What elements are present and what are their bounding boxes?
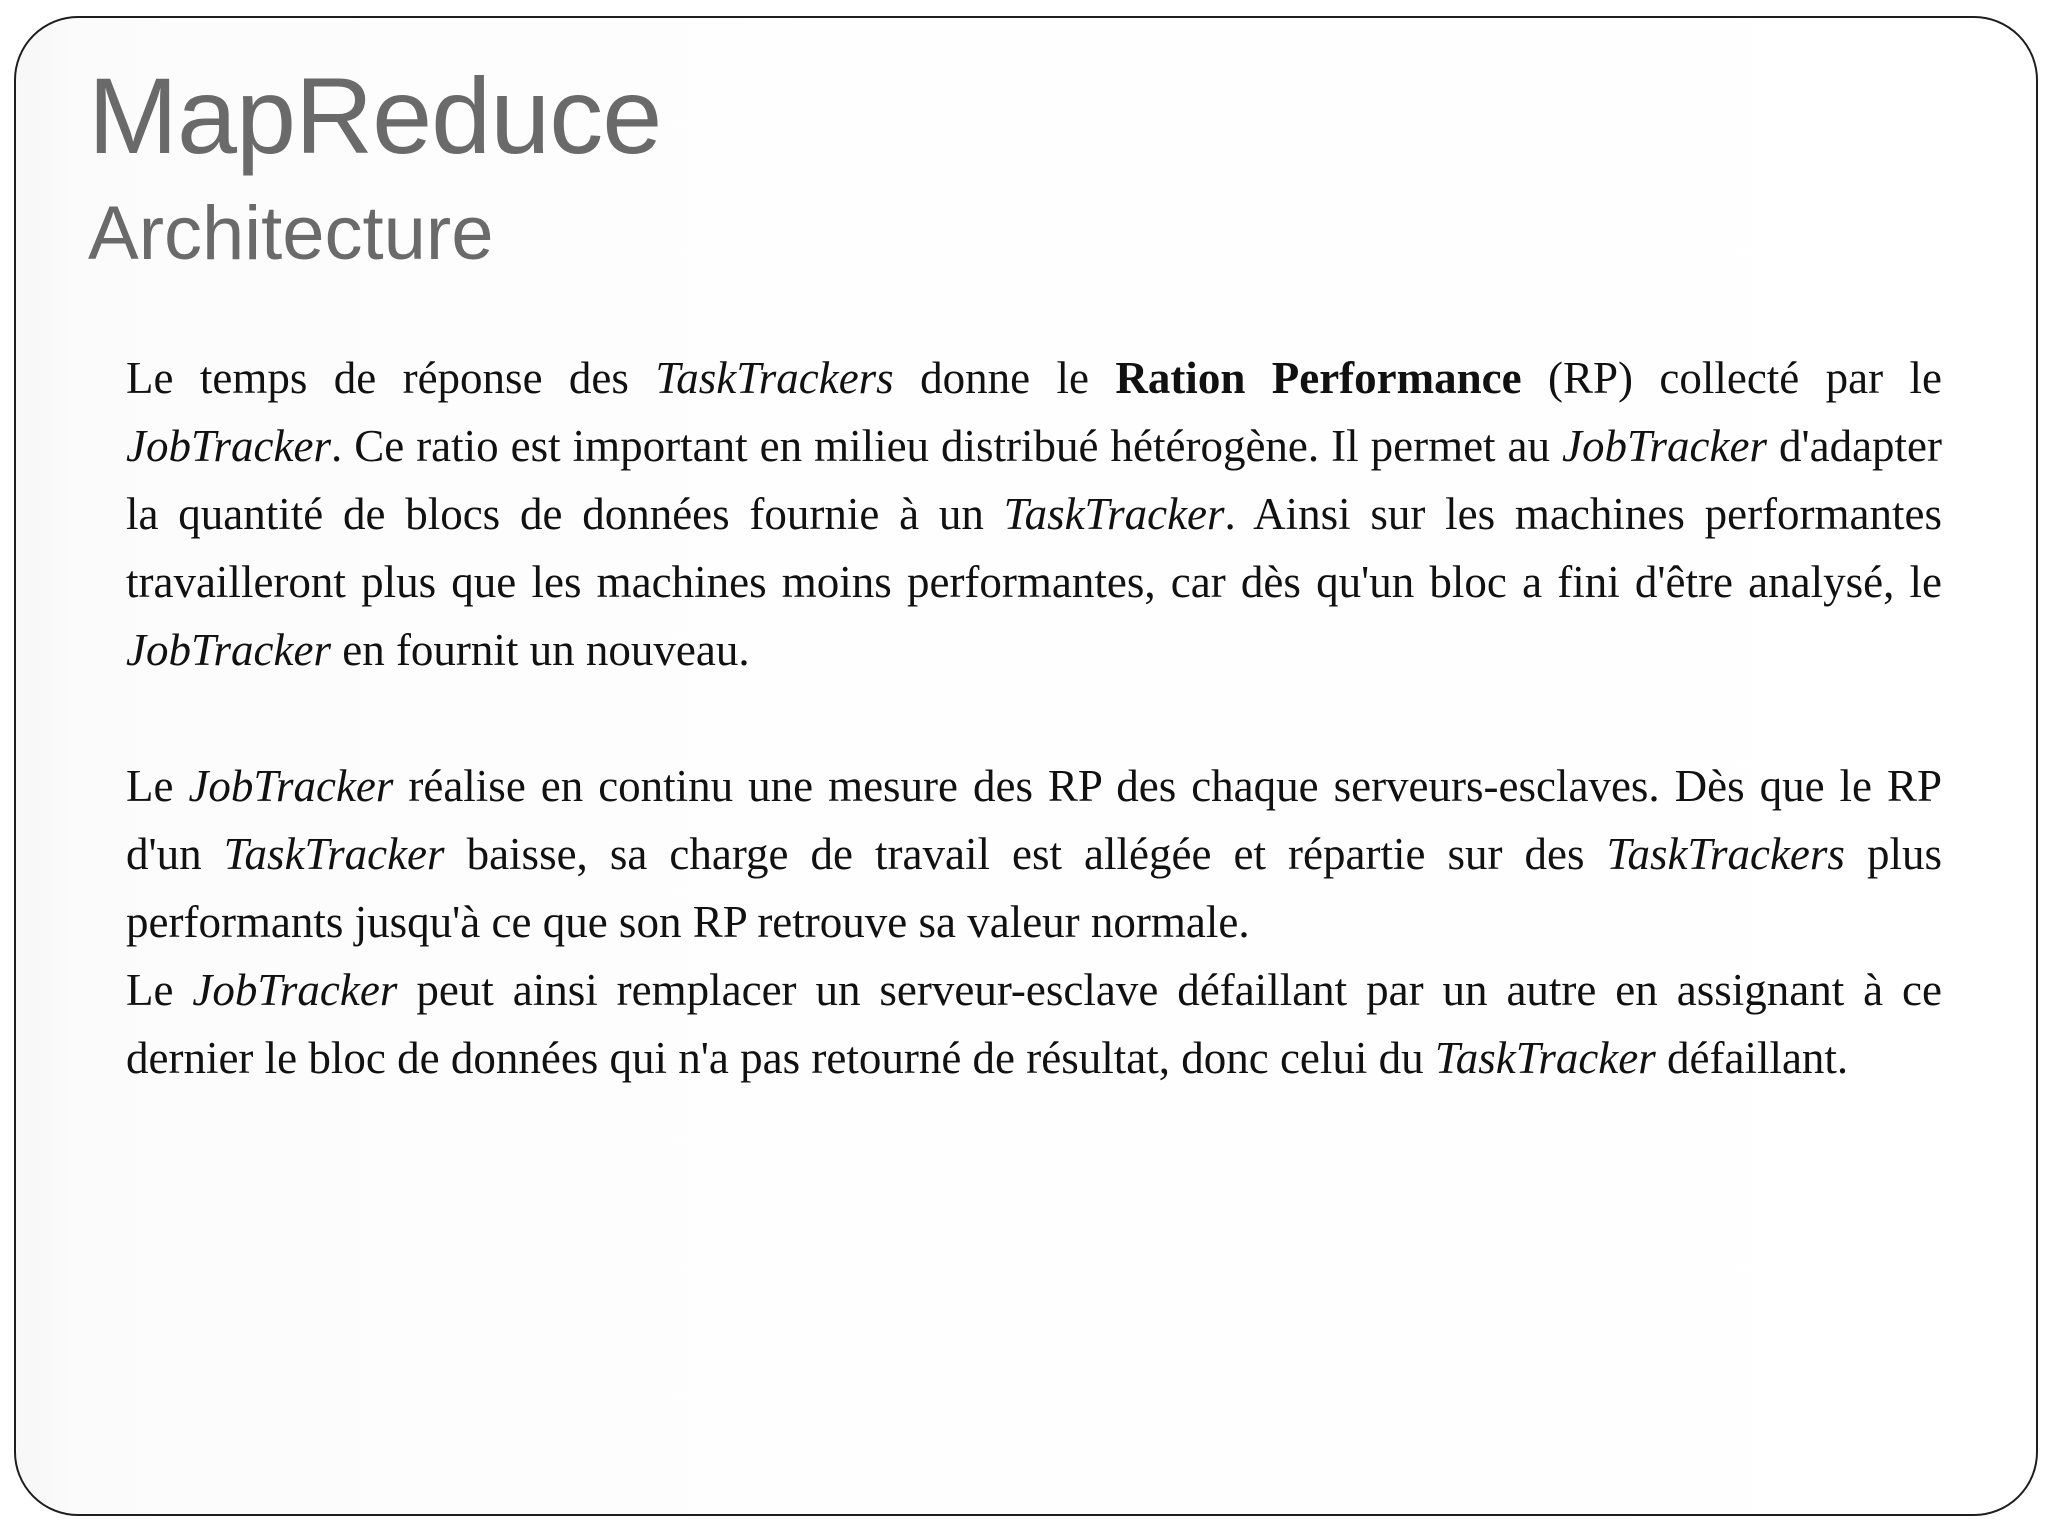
slide-subtitle: Architecture	[88, 191, 494, 276]
paragraph-rp-monitoring: Le JobTracker réalise en continu une mesure des RP des chaque serveurs-esclaves. Dès que le RP d'un TaskTracker baisse, sa charge de travail est allégée et répartie sur des TaskTrackers plus performants jusqu'à ce que son RP retrouve sa valeur normale.	[126, 761, 1943, 947]
term-ration-performance: Ration Performance	[1115, 353, 1522, 403]
slide-body	[126, 344, 1942, 1092]
slide-title: MapReduce	[88, 55, 662, 176]
paragraph-failover: Le JobTracker peut ainsi remplacer un serveur-esclave défaillant par un autre en assignant à ce dernier le bloc de données qui n'a pas retourné de résultat, donc celui du TaskTracker défaillant.	[126, 965, 1942, 1083]
paragraph-ration-performance: Le temps de réponse des TaskTrackers donne le Ration Performance (RP) collecté par le JobTracker. Ce ratio est important en milieu distribué hétérogène. Il permet au JobTracker d'adapter la quantité de blocs de données fournie à un TaskTracker. Ainsi sur les machines performantes travailleront plus que les machines moins performantes, car dès qu'un bloc a fini d'être analysé, le JobTracker en fournit un nouveau.	[126, 353, 1943, 675]
